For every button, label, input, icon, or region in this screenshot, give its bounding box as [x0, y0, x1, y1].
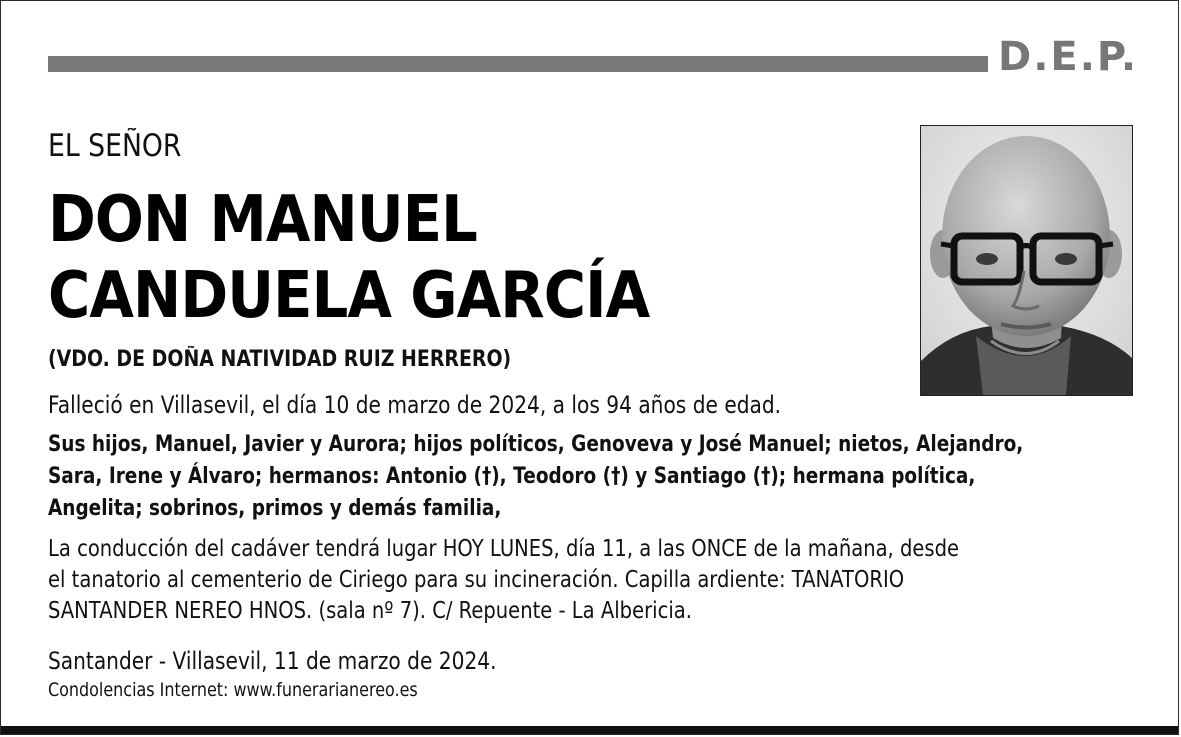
funeral-line: SANTANDER NEREO HNOS. (sala nº 7). C/ Repuente - La Albericia.: [48, 598, 692, 624]
honorific: EL SEÑOR: [48, 128, 182, 164]
widower-of: (VDO. DE DOÑA NATIVIDAD RUIZ HERRERO): [48, 347, 512, 372]
deceased-name: [48, 182, 649, 334]
funeral-line: La conducción del cadáver tendrá lugar HOY LUNES, día 11, a las ONCE de la mañana, desde: [48, 536, 960, 562]
portrait-image: [921, 126, 1132, 395]
funeral-line: el tanatorio al cementerio de Ciriego para su incineración. Capilla ardiente: TANATORIO: [48, 567, 905, 593]
name-line-1: DON MANUEL: [48, 183, 477, 257]
header-rule: [48, 56, 988, 72]
dep-label: D.E.P.: [998, 34, 1139, 80]
family-line: Sara, Irene y Álvaro; hermanos: Antonio (†), Teodoro (†) y Santiago (†); hermana política,: [48, 464, 976, 489]
family-line: Angelita; sobrinos, primos y demás familia,: [48, 496, 502, 521]
family-line: Sus hijos, Manuel, Javier y Aurora; hijos políticos, Genoveva y José Manuel; nietos, Alejandro,: [48, 432, 1024, 457]
name-line-2: CANDUELA GARCÍA: [48, 259, 650, 333]
family-list: [48, 429, 1023, 525]
condolences-link: Condolencias Internet: www.funerarianereo.es: [48, 679, 418, 701]
footer-rule: [1, 726, 1178, 734]
portrait-photo: [920, 125, 1133, 396]
place-date: Santander - Villasevil, 11 de marzo de 2024.: [48, 647, 497, 675]
funeral-details: [48, 534, 959, 627]
death-info: Falleció en Villasevil, el día 10 de marzo de 2024, a los 94 años de edad.: [48, 391, 782, 419]
